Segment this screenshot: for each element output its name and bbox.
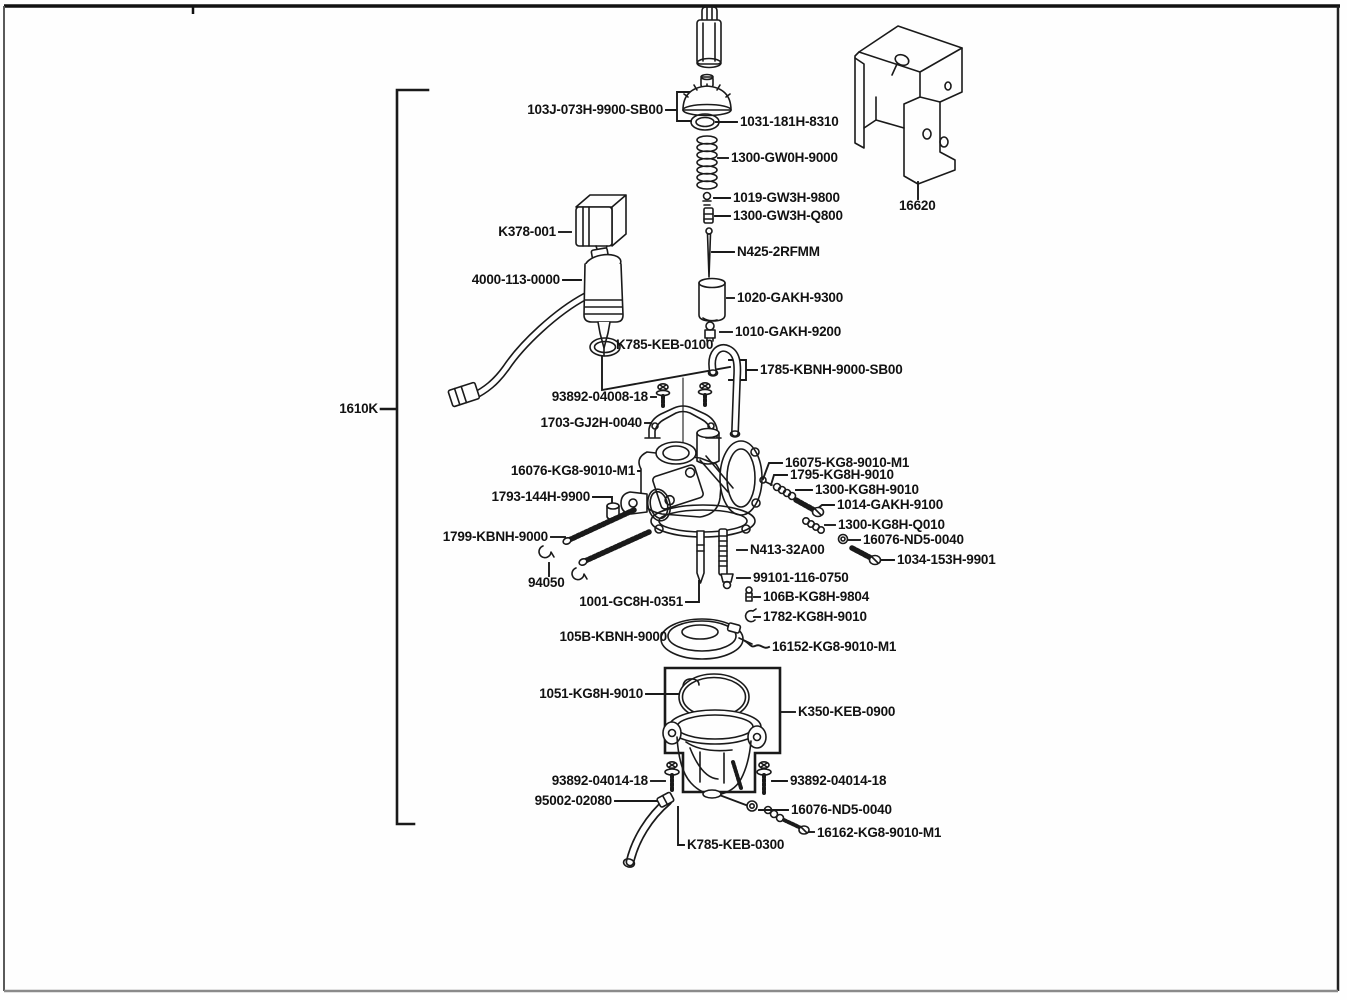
part-label-bowl-screw-left: 93892-04014-18 — [551, 773, 648, 789]
part-label-stop-ball: 16075-KG8-9010-M1 — [785, 455, 910, 471]
part-label-idle-screw: 1034-153H-9901 — [897, 552, 996, 568]
part-label-drain-hose-clip: 95002-02080 — [534, 793, 612, 809]
part-label-needle-jet: 1001-GC8H-0351 — [579, 594, 683, 610]
part-label-cdi-unit: K378-001 — [498, 224, 556, 240]
part-label-slide-cap: 103J-073H-9900-SB00 — [527, 102, 663, 118]
mounting-bracket-drawing — [855, 26, 962, 184]
part-label-hose-clamp: 94050 — [528, 575, 565, 591]
part-label-float: 105B-KBNH-9000 — [559, 629, 667, 645]
part-label-stop-screw: 1014-GAKH-9100 — [837, 497, 944, 513]
needle-clip-drawing — [703, 193, 711, 206]
part-label-bowl-gasket: 1051-KG8H-9010 — [539, 686, 643, 702]
part-label-drain-hose: K785-KEB-0300 — [687, 837, 785, 853]
part-label-needle-clip: 1019-GW3H-9800 — [733, 190, 840, 206]
part-label-main-jet: 99101-116-0750 — [753, 570, 849, 586]
top-screws-drawing — [657, 383, 712, 406]
part-label-stud-n413: N413-32A00 — [750, 542, 825, 558]
cap-oring-drawing — [691, 114, 719, 130]
part-label-jet-clip: 1782-KG8H-9010 — [763, 609, 867, 625]
part-label-float-valve: 1010-GAKH-9200 — [735, 324, 842, 340]
part-label-assembly-group: 1610K — [339, 401, 378, 417]
part-label-float-bowl-set: K350-KEB-0900 — [798, 704, 896, 720]
part-label-stop-pin: 1795-KG8H-9010 — [790, 467, 894, 483]
part-label-cable-holder: 1703-GJ2H-0040 — [540, 415, 642, 431]
throttle-slide-drawing — [697, 7, 721, 68]
part-label-idle-washer: 16076-ND5-0040 — [863, 532, 964, 548]
float-drawing — [661, 619, 752, 659]
part-label-drain-screw: 16162-KG8-9010-M1 — [817, 825, 942, 841]
float-bowl-drawing — [663, 710, 766, 798]
cdi-unit-drawing — [576, 195, 626, 252]
part-label-bystarter-oring: K785-KEB-0100 — [616, 337, 714, 353]
throttle-spring-drawing — [697, 136, 717, 189]
spring-seat-drawing — [704, 208, 713, 223]
part-label-jet-needle: N425-2RFMM — [737, 244, 820, 260]
part-label-starter-plunger: 1020-GAKH-9300 — [737, 290, 844, 306]
starter-plunger-drawing — [699, 279, 725, 322]
jet-stud-drawing — [697, 529, 733, 589]
part-label-auto-bystarter: 4000-113-0000 — [471, 272, 560, 288]
part-label-union-nut: 1793-144H-9900 — [491, 489, 590, 505]
part-label-idle-spring: 1300-KG8H-Q010 — [838, 517, 945, 533]
part-label-drain-washer: 16076-ND5-0040 — [791, 802, 892, 818]
part-label-fuel-hose: 1785-KBNH-9000-SB00 — [760, 362, 903, 378]
part-label-top-screws: 93892-04008-18 — [551, 389, 648, 405]
part-label-body-gasket: 16076-KG8-9010-M1 — [510, 463, 635, 479]
part-label-float-pin: 16152-KG8-9010-M1 — [772, 639, 897, 655]
assembly-group-bracket — [381, 90, 428, 824]
part-label-stop-spring: 1300-KG8H-9010 — [815, 482, 919, 498]
part-label-bowl-screw-right: 93892-04014-18 — [790, 773, 887, 789]
part-label-cap-oring: 1031-181H-8310 — [740, 114, 839, 130]
part-label-mounting-bracket: 16620 — [899, 198, 936, 214]
carb-top-cap-drawing — [683, 75, 731, 116]
part-label-stud-bolt: 1799-KBNH-9000 — [442, 529, 548, 545]
part-label-throttle-spring: 1300-GW0H-9000 — [731, 150, 838, 166]
part-label-slow-jet: 106B-KG8H-9804 — [763, 589, 870, 605]
part-label-spring-seat: 1300-GW3H-Q800 — [733, 208, 843, 224]
drain-hose-drawing — [623, 792, 675, 868]
